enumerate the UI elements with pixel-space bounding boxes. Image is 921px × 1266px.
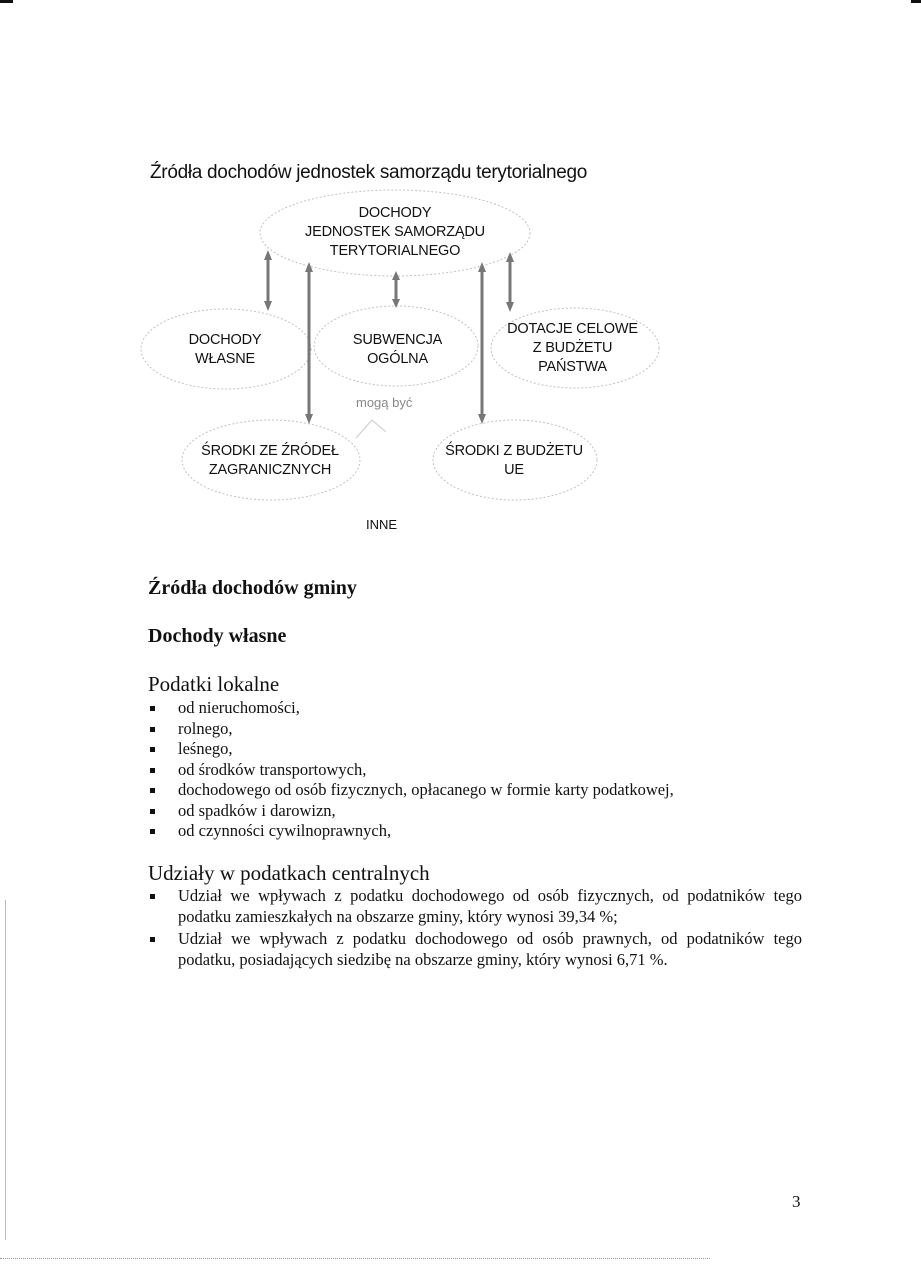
list-item: dochodowego od osób fizycznych, opłacanego w formie karty podatkowej,	[148, 780, 808, 801]
list-item: od spadków i darowizn,	[148, 801, 808, 822]
may-be-connector	[356, 420, 386, 438]
page-number: 3	[792, 1192, 801, 1211]
scan-left-edge	[5, 900, 6, 1240]
list-item: Udział we wpływach z podatku dochodowego od osób prawnych, od podatników tego podatku, posiadających siedzibę na obszarze gminy, który wynosi 6,71 %.	[148, 929, 802, 970]
subsection-title: Dochody własne	[148, 625, 287, 647]
eu-funds-node: ŚRODKI Z BUDŻETU UE	[445, 443, 583, 478]
foreign-funds-node: ŚRODKI ZE ŹRÓDEŁ ZAGRANICZNYCH	[201, 443, 339, 478]
section-title: Źródła dochodów gminy	[148, 577, 357, 599]
list-item: leśnego,	[148, 739, 808, 760]
list-item: od czynności cywilnoprawnych,	[148, 821, 808, 842]
central-taxes-list	[148, 886, 802, 970]
scan-bottom-line	[0, 1258, 710, 1259]
central-taxes-heading: Udziały w podatkach centralnych	[148, 861, 430, 885]
list-item: Udział we wpływach z podatku dochodowego od osób fizycznych, od podatników tego podatku zamieszkałych na obszarze gminy, który wynosi 39,34 %;	[148, 886, 802, 927]
top-node: DOCHODY JEDNOSTEK SAMORZĄDU TERYTORIALNEGO	[305, 205, 485, 259]
own-income-node: DOCHODY WŁASNE	[188, 332, 262, 367]
list-item: rolnego,	[148, 719, 808, 740]
list-item: od nieruchomości,	[148, 698, 808, 719]
local-taxes-heading: Podatki lokalne	[148, 672, 280, 696]
diagram-title: Źródła dochodów jednostek samorządu terytorialnego	[150, 162, 588, 183]
general-subsidy-node: SUBWENCJA OGÓLNA	[352, 332, 443, 367]
targeted-grants-node: DOTACJE CELOWE Z BUDŻETU PAŃSTWA	[507, 321, 638, 375]
other-label: INNE	[366, 517, 398, 532]
local-taxes-list	[148, 698, 808, 842]
may-be-label: mogą być	[356, 395, 413, 410]
list-item: od środków transportowych,	[148, 760, 808, 781]
